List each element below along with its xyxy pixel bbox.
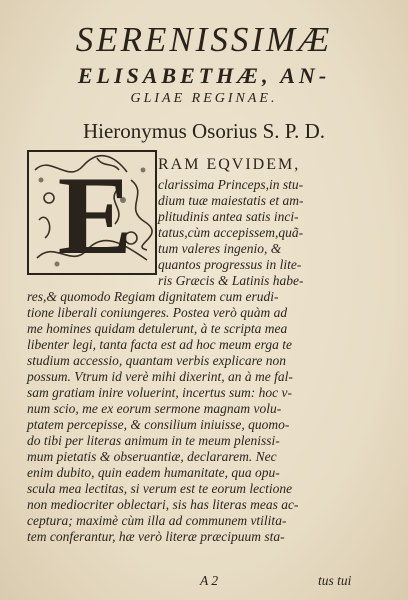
text-line: studium accessio, quantam verbis explicare non <box>27 353 286 368</box>
text-line: enim dubito, quin eadem humanitate, qua opu- <box>27 465 280 480</box>
text-line: sam gratiam inire voluerint, incertus sum: hoc v- <box>27 385 292 400</box>
decorated-initial <box>27 150 157 275</box>
text-line: tum valeres ingenio, & <box>158 241 282 256</box>
salutation: Hieronymus Osorius S. P. D. <box>82 119 326 143</box>
initial-letter: E <box>57 154 133 275</box>
title-line-2: ELISABETHÆ, AN- <box>77 63 331 88</box>
text-line: possum. Vtrum id verè mihi dixerint, an à me fal- <box>27 369 293 384</box>
text-line: tione liberali coniungeres. Postea verò quàm ad <box>27 305 288 320</box>
title-line-1: SERENISSIMÆ <box>75 20 333 59</box>
text-line: tatus,cùm accepissem,quã- <box>158 225 304 240</box>
signature-mark: A 2 <box>200 573 219 588</box>
text-line: plitudinis antea satis inci- <box>158 209 299 224</box>
text-line: ris Græcis & Latinis habe- <box>158 273 304 288</box>
text-line: dium tuæ maiestatis et am- <box>158 193 304 208</box>
text-line: clarissima Princeps,in stu- <box>158 177 304 192</box>
text-line: me homines quidam detulerunt, à te scripta mea <box>27 321 288 336</box>
title-line-3: GLIAE REGINAE. <box>130 91 278 106</box>
text-line: ceptura; maximè cùm illa ad communem vtilita- <box>27 513 287 528</box>
text-line: libenter legi, tanta facta est ad hoc meum erga te <box>27 337 292 352</box>
text-line: res,& quomodo Regiam dignitatem cum erudi- <box>27 289 279 304</box>
text-line: do tibi per literas animum in te meum plenissi- <box>27 433 280 448</box>
text-line: quantos progressus in lite- <box>158 257 302 272</box>
catchword: tus tui <box>318 573 352 588</box>
text-line: tem conferantur, hæ verò literæ præcipuum sta- <box>27 529 285 544</box>
text-line: scula mea lectitas, si verum est te eorum lectione <box>27 481 293 496</box>
text-line: non mediocriter oblectari, sis has literas meas ac- <box>27 497 299 512</box>
text-line: mum pietatis & obseruantiæ, declararem. Nec <box>27 449 277 464</box>
text-line: RAM EQVIDEM, <box>158 156 301 173</box>
text-line: ptatem percepisse, & consilium iniuisse, quomo- <box>27 417 290 432</box>
text-line: num scio, me ex eorum sermone magnam volu- <box>27 401 282 416</box>
